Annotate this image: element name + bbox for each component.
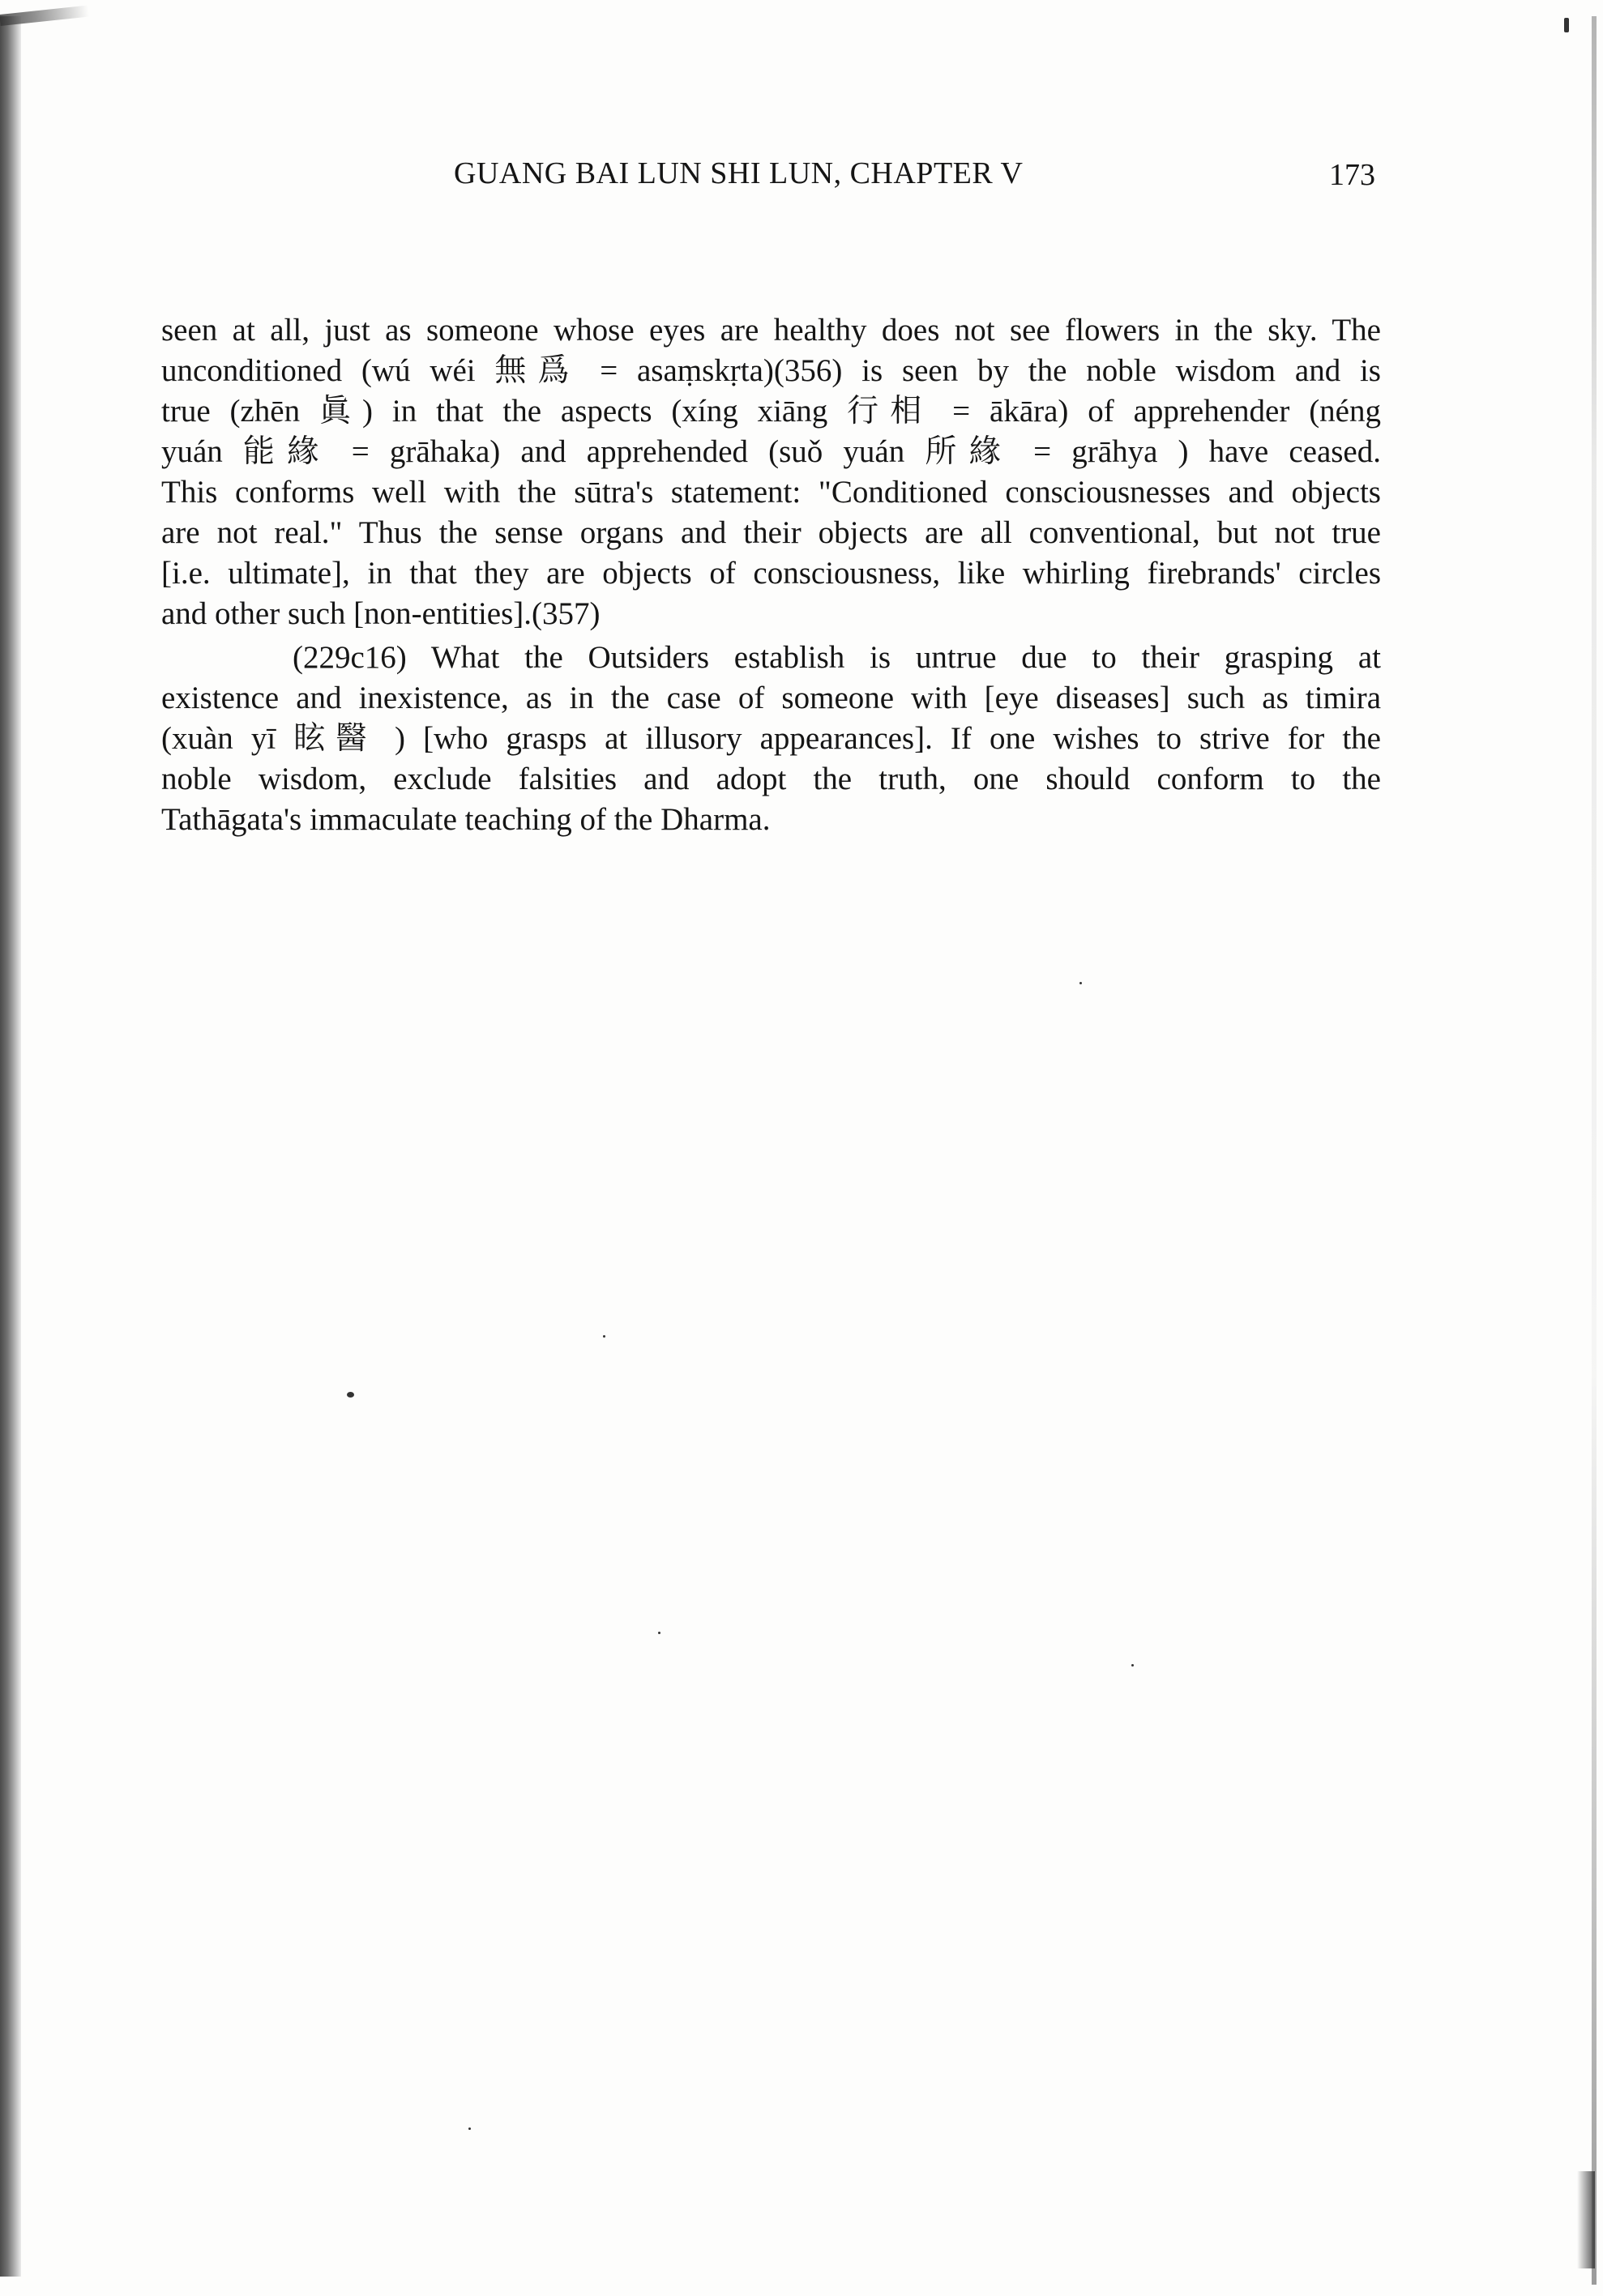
page-right-edge-shadow <box>1577 2171 1595 2268</box>
binding-shadow <box>0 16 21 2277</box>
text-line: (xuàn yī 眩醫 ) [who grasps at illusory appearances]. If one wishes to strive for the <box>161 721 1381 756</box>
text-line: true (zhēn 眞) in that the aspects (xíng xiāng 行相 = ākāra) of apprehender (néng <box>161 394 1381 429</box>
running-head: GUANG BAI LUN SHI LUN, CHAPTER V <box>454 156 1024 190</box>
paragraph-1 <box>161 310 1381 634</box>
scan-speck <box>1131 1664 1134 1667</box>
page-right-edge <box>1592 16 1597 2285</box>
scan-speck <box>347 1392 354 1398</box>
text-line: existence and inexistence, as in the case of someone with [eye diseases] such as timira <box>161 681 1381 715</box>
text-line: seen at all, just as someone whose eyes are healthy does not see flowers in the sky. The <box>161 313 1381 348</box>
body-text <box>161 310 1381 840</box>
binding-shadow-top <box>0 6 89 26</box>
scan-speck <box>1079 982 1082 984</box>
scan-speck <box>603 1335 605 1338</box>
text-line: [i.e. ultimate], in that they are objects of consciousness, like whirling firebrands' circles <box>161 556 1381 591</box>
text-line: yuán 能緣 = grāhaka) and apprehended (suǒ yuán 所緣 = grāhya ) have ceased. <box>161 434 1381 469</box>
text-line: (229c16) What the Outsiders establish is untrue due to their grasping at <box>293 640 1381 675</box>
scan-speck <box>658 1632 660 1634</box>
text-line: Tathāgata's immaculate teaching of the Dharma. <box>161 802 771 837</box>
text-line: unconditioned (wú wéi 無爲 = asaṃskṛta)(356) is seen by the noble wisdom and is <box>161 353 1381 388</box>
text-line: This conforms well with the sūtra's statement: "Conditioned consciousnesses and objects <box>161 475 1381 510</box>
text-line: noble wisdom, exclude falsities and adopt the truth, one should conform to the <box>161 762 1381 796</box>
page-number: 173 <box>1329 158 1375 192</box>
scan-speck <box>468 2127 471 2130</box>
text-line: and other such [non-entities].(357) <box>161 596 601 631</box>
scan-speck <box>1564 18 1569 32</box>
paragraph-2 <box>161 638 1381 840</box>
text-line: are not real." Thus the sense organs and their objects are all conventional, but not true <box>161 515 1381 550</box>
